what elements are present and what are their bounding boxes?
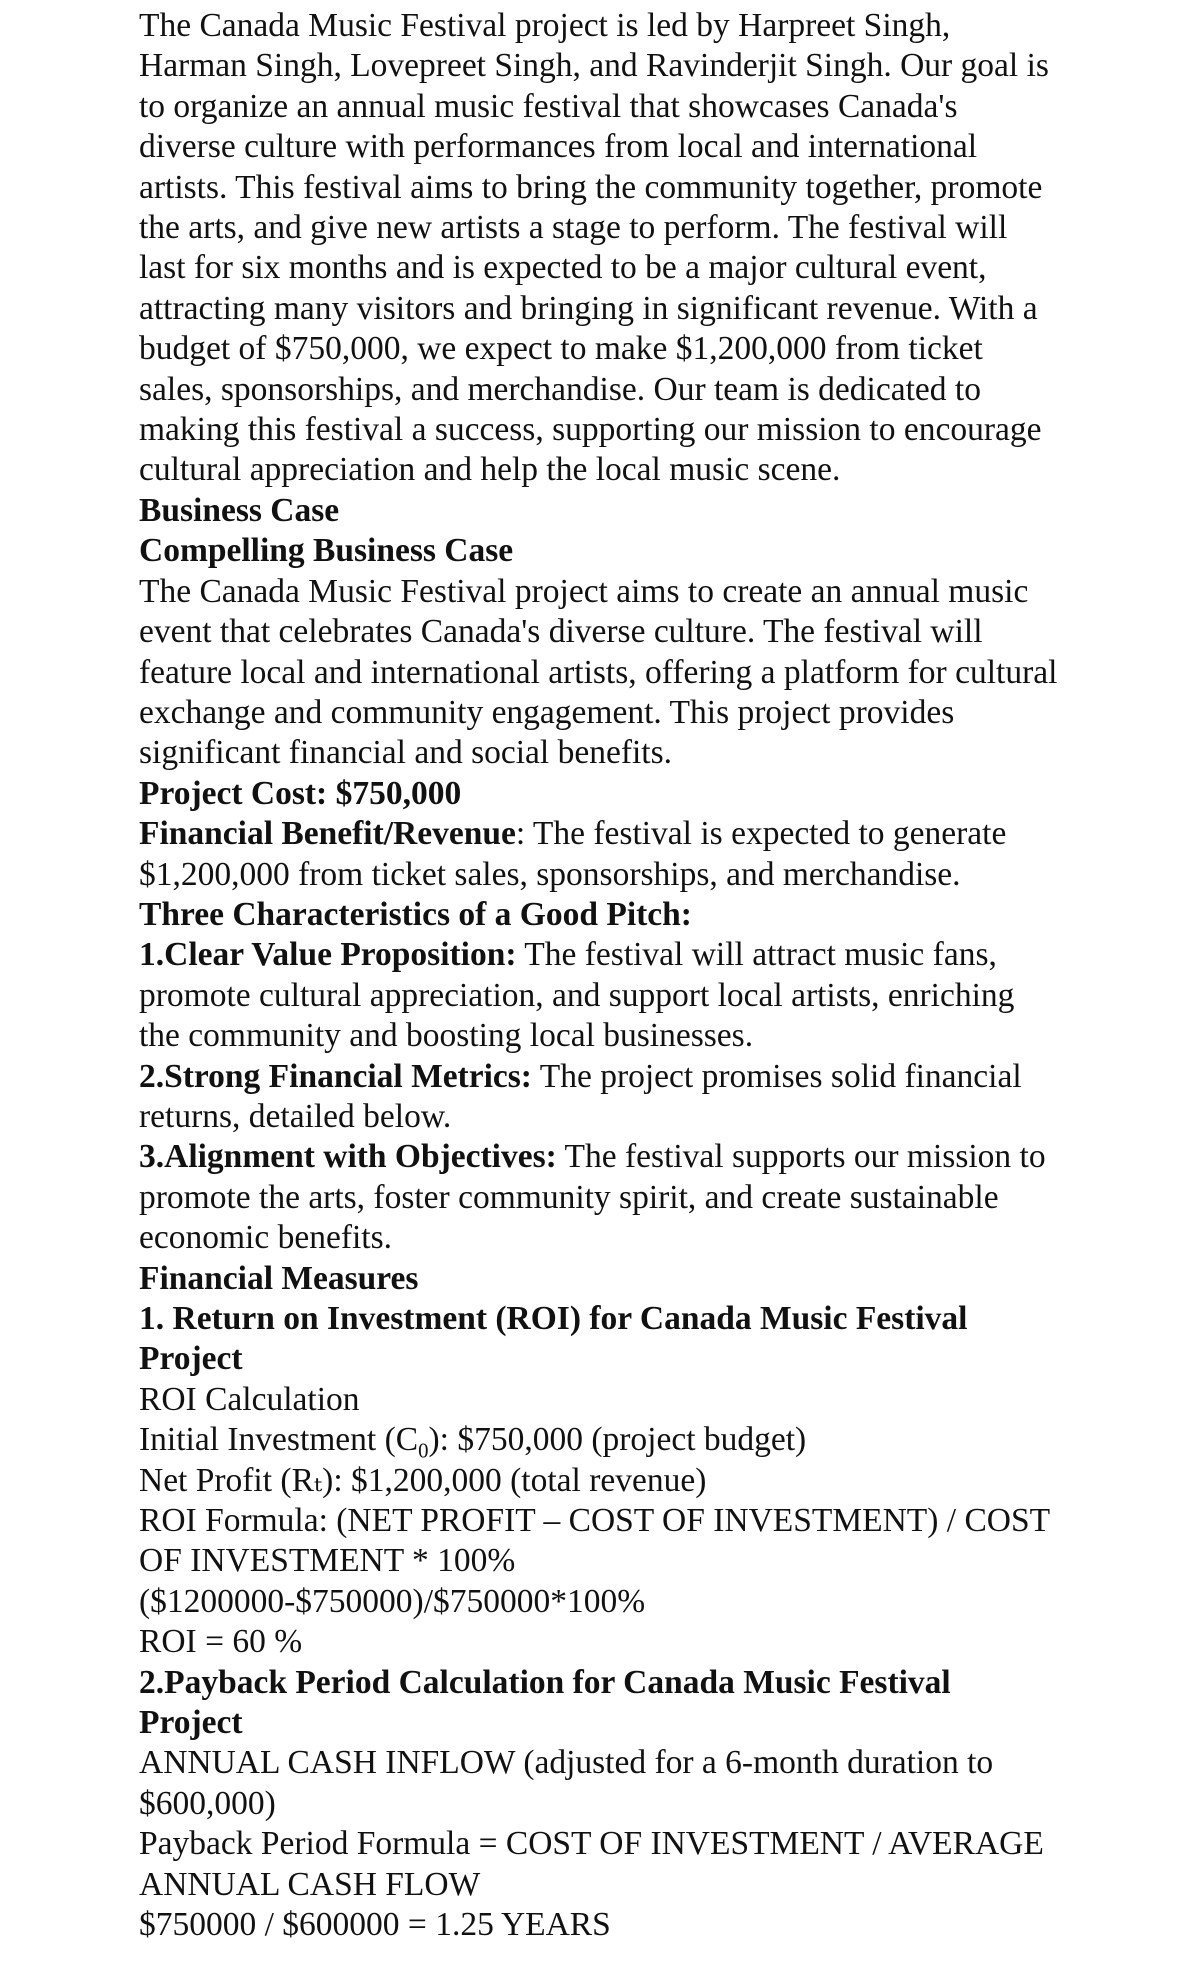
business-case-heading: Business Case bbox=[139, 491, 340, 529]
document-body bbox=[139, 6, 1059, 1946]
pitch-item-label: 1.Clear Value Proposition: bbox=[139, 936, 517, 974]
pitch-item-text: The project promises solid financial returns, detailed below. bbox=[139, 1057, 1022, 1135]
initial-investment: Initial Investment $(C_0)$: $750,000 (project budget) bbox=[139, 1421, 807, 1463]
payback-heading: 2.Payback Period Calculation for Canada Music Festival Project bbox=[139, 1663, 951, 1742]
pitch-heading: Three Characteristics of a Good Pitch: bbox=[139, 895, 692, 933]
pitch-item-label: 2.Strong Financial Metrics: bbox=[139, 1057, 532, 1095]
pitch-item bbox=[139, 935, 1059, 1056]
compelling-business-case-heading: Compelling Business Case bbox=[139, 532, 514, 570]
financial-benefit-paragraph bbox=[139, 814, 1059, 895]
intro-paragraph: The Canada Music Festival project is led by Harpreet Singh, Harman Singh, Lovepreet Singh, and Ravinderjit Singh. Our goal is to organize an annual music festival that showcases Canada's diverse culture with performances from local and international artists. This festival aims to bring the community together, promote the arts, and give new artists a stage to perform. The festival will last for six months and is expected to be a major cultural event, attracting many visitors and bringing in significant revenue. With a budget of $750,000, we expect to make $1,200,000 from ticket sales, sponsorships, and merchandise. Our team is dedicated to making this festival a success, supporting our mission to encourage cultural appreciation and help the local music scene. bbox=[139, 7, 1049, 489]
roi-formula: ROI Formula: (NET PROFIT – COST OF INVESTMENT) / COST OF INVESTMENT * 100% bbox=[139, 1502, 1050, 1580]
roi-heading: 1. Return on Investment (ROI) for Canada Music Festival Project bbox=[139, 1300, 968, 1378]
pitch-item bbox=[139, 1137, 1059, 1258]
financial-benefit-label: Financial Benefit/Revenue bbox=[139, 815, 516, 853]
project-cost: Project Cost: $750,000 bbox=[139, 774, 462, 812]
roi-calculation-label: ROI Calculation bbox=[139, 1380, 360, 1418]
subscript-zero: 0 bbox=[418, 1439, 429, 1463]
financial-benefit-text: : The festival is expected to generate $1,200,000 from ticket sales, sponsorships, and merchandise. bbox=[139, 815, 1007, 893]
pitch-item bbox=[139, 1057, 1059, 1138]
net-profit: Net Profit (Rₜ): $1,200,000 (total revenue) bbox=[139, 1461, 707, 1499]
payback-result: $750000 / $600000 = 1.25 YEARS bbox=[139, 1906, 611, 1944]
financial-measures-heading: Financial Measures bbox=[139, 1259, 419, 1297]
roi-calculation: ($1200000-$750000)/$750000*100% bbox=[139, 1582, 646, 1620]
pitch-item-text: The festival will attract music fans, promote cultural appreciation, and support local artists, enriching the community and boosting local businesses. bbox=[139, 936, 1015, 1055]
pitch-item-text: The festival supports our mission to promote the arts, foster community spirit, and create sustainable economic benefits. bbox=[139, 1138, 1046, 1257]
payback-formula: Payback Period Formula = COST OF INVESTMENT / AVERAGE ANNUAL CASH FLOW bbox=[139, 1825, 1044, 1903]
roi-result: ROI = 60 % bbox=[139, 1623, 303, 1661]
pitch-item-label: 3.Alignment with Objectives: bbox=[139, 1138, 557, 1176]
annual-cash-inflow: ANNUAL CASH INFLOW (adjusted for a 6-month duration to $600,000) bbox=[139, 1744, 994, 1822]
business-case-paragraph: The Canada Music Festival project aims to create an annual music event that celebrates Canada's diverse culture. The festival will feature local and international artists, offering a platform for cultural exchange and community engagement. This project provides significant financial and social benefits. bbox=[139, 572, 1058, 772]
